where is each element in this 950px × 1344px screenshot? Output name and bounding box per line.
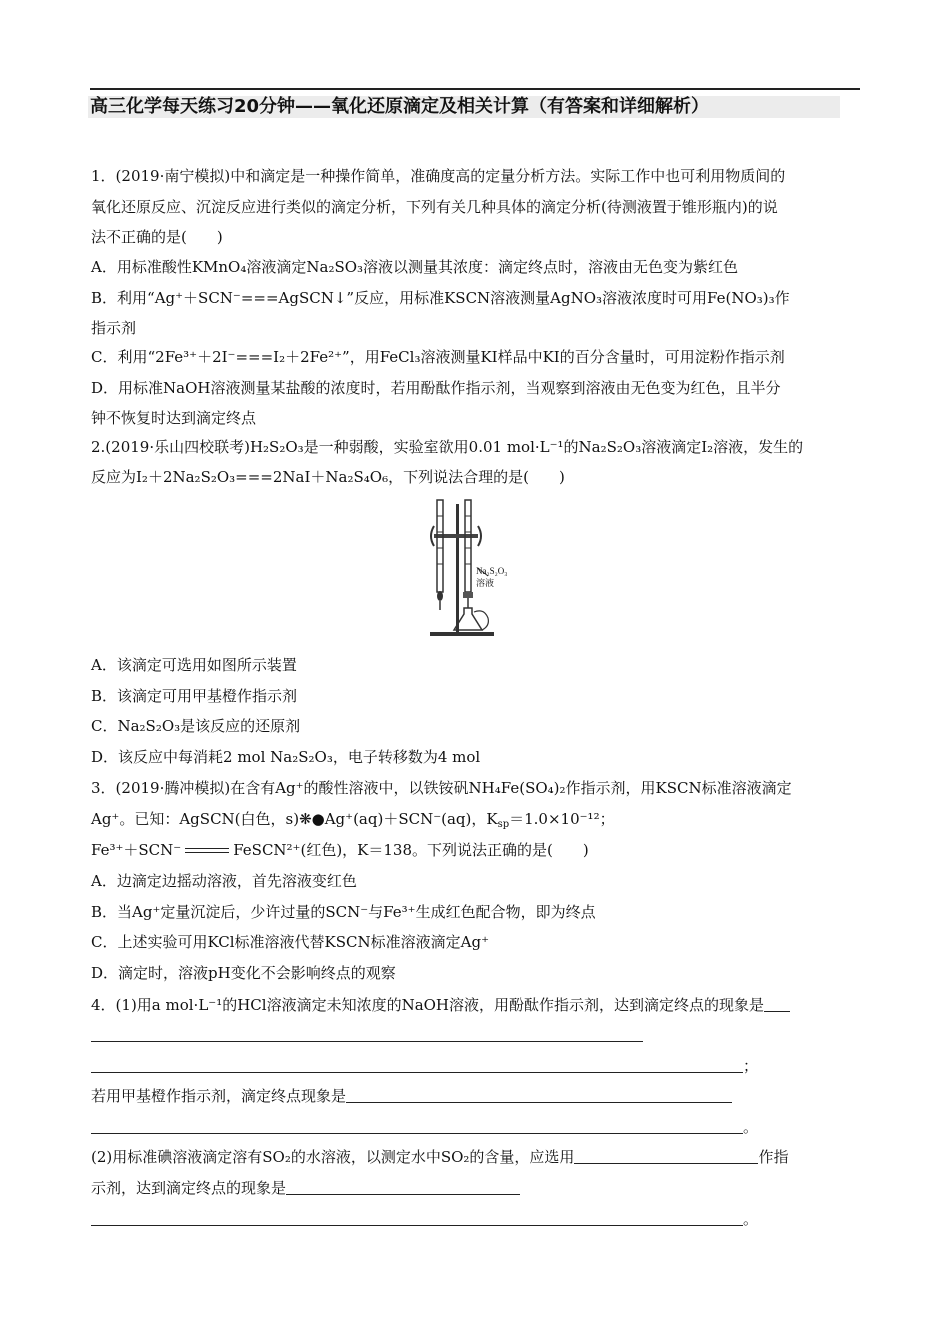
q4-part2-text: (2)用标准碘溶液滴定溶有SO₂的水溶液，以测定水中SO₂的含量，应选用 [91, 1148, 575, 1166]
q1-option-d-line2: 钟不恢复时达到滴定终点 [91, 409, 257, 427]
figure-label-line1: Na₂S₂O₃ [476, 566, 508, 576]
q4-part2-tail: 作指 [758, 1148, 789, 1166]
q3-ksp-subscript: sp [497, 819, 510, 830]
q3-option-b: B．当Ag⁺定量沉淀后，少许过量的SCN⁻与Fe³⁺生成红色配合物，即为终点 [91, 903, 596, 921]
q4-part1-line2 [91, 1025, 643, 1045]
q3-stem-line2-text: Ag⁺。已知：AgSCN(白色，s)❋●Ag⁺(aq)＋SCN⁻(aq)，K [91, 810, 498, 828]
stand-base [430, 632, 494, 636]
q4-part1-line5 [91, 1117, 758, 1137]
q4-part2-indicator: 示剂，达到滴定终点的现象是 [91, 1179, 287, 1197]
period: 。 [743, 1210, 759, 1228]
q3-option-a: A．边滴定边摇动溶液，首先溶液变红色 [91, 872, 357, 890]
q3-equation-left: Fe³⁺＋SCN⁻ [91, 841, 182, 859]
q2-option-d: D．该反应中每消耗2 mol Na₂S₂O₃，电子转移数为4 mol [91, 748, 481, 766]
q3-stem-line2 [91, 809, 615, 829]
q4-part1-methyl-orange: 若用甲基橙作指示剂，滴定终点现象是 [91, 1087, 347, 1105]
stand-rod [456, 504, 459, 634]
titration-apparatus-figure [420, 496, 530, 641]
answer-blank[interactable] [346, 1088, 732, 1103]
answer-blank[interactable] [91, 1119, 743, 1134]
q4-part2-line2 [91, 1178, 520, 1198]
q1-option-c: C．利用“2Fe³⁺＋2I⁻===I₂＋2Fe²⁺”，用FeCl₃溶液测量KI样品中KI的百分含量时，可用淀粉作指示剂 [91, 348, 785, 366]
q3-option-d: D．滴定时，溶液pH变化不会影响终点的观察 [91, 964, 396, 982]
q1-stem-line1: 1．(2019·南宁模拟)中和滴定是一种操作简单，准确度高的定量分析方法。实际工作中也可利用物质间的 [91, 167, 786, 185]
q1-option-b-line1: B．利用“Ag⁺＋SCN⁻===AgSCN↓”反应，用标准KSCN溶液测量AgNO₃溶液浓度时可用Fe(NO₃)₃作 [91, 289, 790, 307]
q4-part1-text: 4．(1)用a mol·L⁻¹的HCl溶液滴定未知浓度的NaOH溶液，用酚酞作指示剂，达到滴定终点的现象是 [91, 996, 765, 1014]
answer-blank[interactable] [574, 1149, 758, 1164]
answer-blank[interactable] [286, 1180, 520, 1195]
q3-stem-line1: 3．(2019·腾冲模拟)在含有Ag⁺的酸性溶液中，以铁铵矾NH₄Fe(SO₄)₂作指示剂，用KSCN标准溶液滴定 [91, 779, 792, 797]
answer-blank[interactable] [764, 997, 790, 1012]
semicolon: ； [743, 1057, 759, 1075]
equilibrium-arrow [181, 840, 233, 860]
right-burette [465, 500, 471, 592]
q4-part1-line4 [91, 1086, 732, 1106]
page-title: 高三化学每天练习20分钟——氧化还原滴定及相关计算（有答案和详细解析） [90, 96, 710, 117]
answer-blank[interactable] [91, 1027, 643, 1042]
period: 。 [743, 1118, 759, 1136]
q3-option-c: C．上述实验可用KCl标准溶液代替KSCN标准溶液滴定Ag⁺ [91, 933, 489, 951]
q2-stem-line2: 反应为I₂＋2Na₂S₂O₃===2NaI＋Na₂S₄O₆，下列说法合理的是( ) [91, 468, 565, 486]
q2-option-a: A．该滴定可选用如图所示装置 [91, 656, 297, 674]
top-rule [90, 88, 860, 90]
q1-option-d-line1: D．用标准NaOH溶液测量某盐酸的浓度时，若用酚酞作指示剂，当观察到溶液由无色变为红色，且半分 [91, 379, 781, 397]
q2-option-c: C．Na₂S₂O₃是该反应的还原剂 [91, 717, 301, 735]
q4-part2-line3 [91, 1209, 758, 1229]
q1-option-a: A．用标准酸性KMnO₄溶液滴定Na₂SO₃溶液以测量其浓度：滴定终点时，溶液由无色变为紫红色 [91, 258, 739, 276]
q1-option-b-line2: 指示剂 [91, 319, 137, 337]
q1-stem-line3: 法不正确的是( ) [91, 228, 223, 246]
q3-stem-line3 [91, 840, 589, 860]
answer-blank[interactable] [91, 1211, 743, 1226]
q4-part2-line1 [91, 1147, 788, 1167]
q3-stem-line2-tail: ＝1.0×10⁻¹²； [509, 810, 615, 828]
q3-equation-right: FeSCN²⁺(红色)，K＝138。下列说法正确的是( ) [233, 841, 589, 859]
q2-option-b: B．该滴定可用甲基橙作指示剂 [91, 687, 298, 705]
q1-stem-line2: 氧化还原反应、沉淀反应进行类似的滴定分析，下列有关几种具体的滴定分析(待测液置于锥形瓶内)的说 [91, 198, 778, 216]
q4-part1-line3 [91, 1056, 758, 1076]
figure-label-line2: 溶液 [476, 579, 495, 589]
answer-blank[interactable] [91, 1058, 743, 1073]
q2-stem-line1: 2.(2019·乐山四校联考)H₂S₂O₃是一种弱酸，实验室欲用0.01 mol·L⁻¹的Na₂S₂O₃溶液滴定I₂溶液，发生的 [91, 438, 804, 456]
q4-part1-line1 [91, 995, 790, 1015]
left-burette [437, 500, 443, 592]
